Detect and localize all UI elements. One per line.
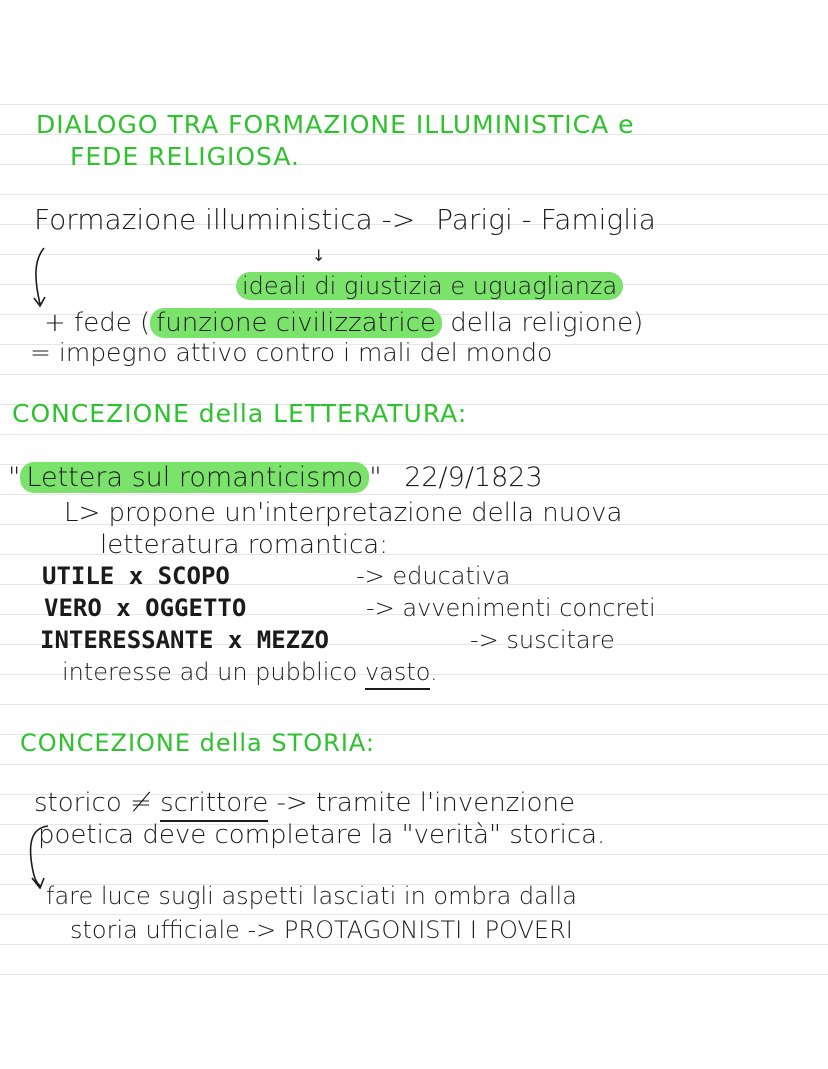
- utile-row: [42, 564, 230, 588]
- propone-line-1: L> propone un'interpretazione della nuova: [64, 498, 623, 528]
- storico-rest: -> tramite l'invenzione: [268, 788, 575, 818]
- propone-line-2: letteratura romantica:: [100, 530, 388, 560]
- scrittore-underlined: scrittore: [160, 788, 268, 822]
- title-line-2: FEDE RELIGIOSA.: [70, 142, 301, 171]
- interessante-left: INTERESSANTE x MEZZO: [40, 626, 329, 654]
- vero-row: [44, 596, 246, 620]
- title-line-1: DIALOGO TRA FORMAZIONE ILLUMINISTICA e: [36, 110, 635, 139]
- fede-prefix: + fede (: [44, 308, 151, 338]
- vero-right: -> avvenimenti concreti: [366, 594, 656, 622]
- storico-line: [34, 790, 575, 816]
- ideali-text: [236, 274, 623, 298]
- section-heading-storia: CONCEZIONE della STORIA:: [20, 729, 375, 757]
- interesse-line: [62, 660, 438, 684]
- vero-left: VERO x OGGETTO: [44, 594, 247, 622]
- quote-close: ": [369, 462, 382, 493]
- interesse-text: interesse ad un pubblico: [62, 658, 358, 686]
- lettera-line: [8, 464, 543, 491]
- poetica-text: poetica: [38, 820, 135, 850]
- section-heading-letteratura: CONCEZIONE della LETTERATURA:: [12, 399, 468, 428]
- formazione-label: Formazione illuministica ->: [34, 203, 416, 236]
- utile-right: -> educativa: [356, 562, 511, 590]
- fede-text: [44, 310, 643, 336]
- interesse-period: .: [430, 658, 438, 686]
- interessante-right: -> suscitare: [470, 626, 615, 654]
- ideali-highlight: ideali di giustizia e uguaglianza: [236, 272, 623, 300]
- curved-arrow-icon: [26, 246, 56, 312]
- fare-line-1: fare luce sugli aspetti lasciati in ombra dalla: [46, 882, 577, 910]
- fede-suffix: della religione): [441, 308, 644, 338]
- fede-highlight: funzione civilizzatrice: [150, 308, 442, 338]
- lettera-highlight: Lettera sul romanticismo: [20, 462, 369, 493]
- parigi-famiglia: Parigi - Famiglia: [436, 203, 656, 236]
- quote-open: ": [8, 462, 21, 493]
- vasto-underlined: vasto: [365, 658, 430, 690]
- impegno-text: = impegno attivo contro i mali del mondo: [30, 338, 553, 367]
- utile-left: UTILE x SCOPO: [42, 562, 230, 590]
- poetica-line: [38, 822, 605, 848]
- formazione-text: [34, 203, 656, 236]
- lettera-date: 22/9/1823: [404, 462, 543, 493]
- storico-text: storico ≠: [34, 788, 152, 818]
- fare-line-2: storia ufficiale -> PROTAGONISTI I POVERI: [70, 916, 573, 944]
- down-arrow-icon: ↓: [312, 246, 326, 265]
- interessante-row: [40, 628, 329, 652]
- poetica-rest: deve completare la "verità" storica.: [134, 820, 606, 850]
